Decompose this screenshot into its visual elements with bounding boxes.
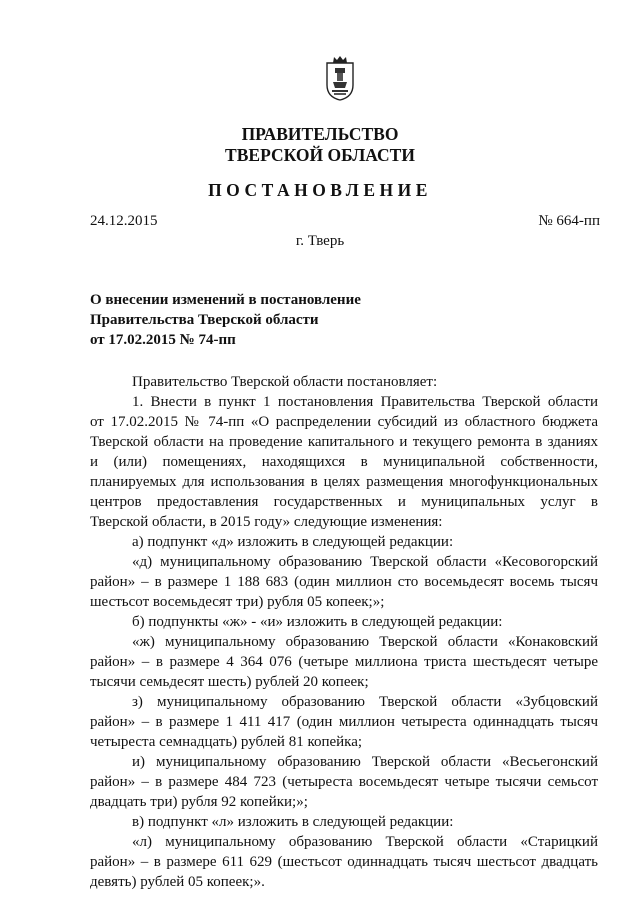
body-line: 1. Внести в пункт 1 постановления Правительства Тверской области [132,394,598,410]
body-line: а) подпункт «д» изложить в следующей редакции: [132,534,454,550]
body-line: б) подпункты «ж» - «и» изложить в следующей редакции: [132,614,503,630]
body-line: от 17.02.2015 № 74-пп «О распределении субсидий из областного бюджета [90,414,598,430]
body-line: район» – в размере 1 411 417 (один миллион четыреста одиннадцать тысяч [90,714,598,730]
body-line: район» – в размере 611 629 (шестьсот одиннадцать тысяч шестьсот двадцать [90,854,598,870]
document-body [90,372,598,892]
body-line: «л) муниципальному образованию Тверской области «Старицкий [132,834,598,850]
subject-line: Правительства Тверской области [90,312,319,328]
body-line: район» – в размере 4 364 076 (четыре миллиона триста шестьдесят четыре [90,654,598,670]
body-line: двадцать три) рубля 92 копейки;»; [90,794,308,810]
body-line: з) муниципальному образованию Тверской области «Зубцовский [132,694,598,710]
body-line: «д) муниципальному образованию Тверской области «Кесовогорский [132,554,598,570]
body-line: планируемых для использования в целях размещения многофункциональных [90,474,598,490]
region-title: ТВЕРСКОЙ ОБЛАСТИ [225,145,415,165]
body-line: шестьсот восемьдесят три) рубля 05 копеек;»; [90,594,385,610]
body-line: район» – в размере 1 188 683 (один миллион сто восемьдесят восемь тысяч [90,574,598,590]
subject-line: от 17.02.2015 № 74-пп [90,332,236,348]
body-line: Правительство Тверской области постановляет: [132,374,438,390]
subject-line: О внесении изменений в постановление [90,292,361,308]
body-line: и (или) помещениях, находящихся в муниципальной собственности, [90,454,598,470]
body-line: девять) рублей 05 копеек;». [90,874,265,890]
government-title: ПРАВИТЕЛЬСТВО [241,124,399,144]
body-line: Тверской области на проведение капитального и текущего ремонта в зданиях [90,434,598,450]
body-line: четыреста семнадцать) рублей 81 копейка; [90,734,363,750]
body-line: Тверской области, в 2015 году» следующие изменения: [90,514,443,530]
coat-of-arms-icon [325,55,355,101]
document-city: г. Тверь [295,233,345,249]
body-line: центров предоставления государственных и муниципальных услуг в [90,494,598,510]
body-line: «ж) муниципальному образованию Тверской области «Конаковский [132,634,598,650]
body-line: тысячи семьдесят шесть) рублей 20 копеек; [90,674,369,690]
body-line: и) муниципальному образованию Тверской области «Весьегонский [132,754,598,770]
document-type: ПОСТАНОВЛЕНИЕ [208,180,432,200]
body-line: в) подпункт «л» изложить в следующей редакции: [132,814,454,830]
document-date: 24.12.2015 [90,213,158,229]
body-line: район» – в размере 484 723 (четыреста восемьдесят четыре тысячи семьсот [90,774,598,790]
document-number: № 664-пп [538,213,600,229]
document-subject [90,290,450,350]
